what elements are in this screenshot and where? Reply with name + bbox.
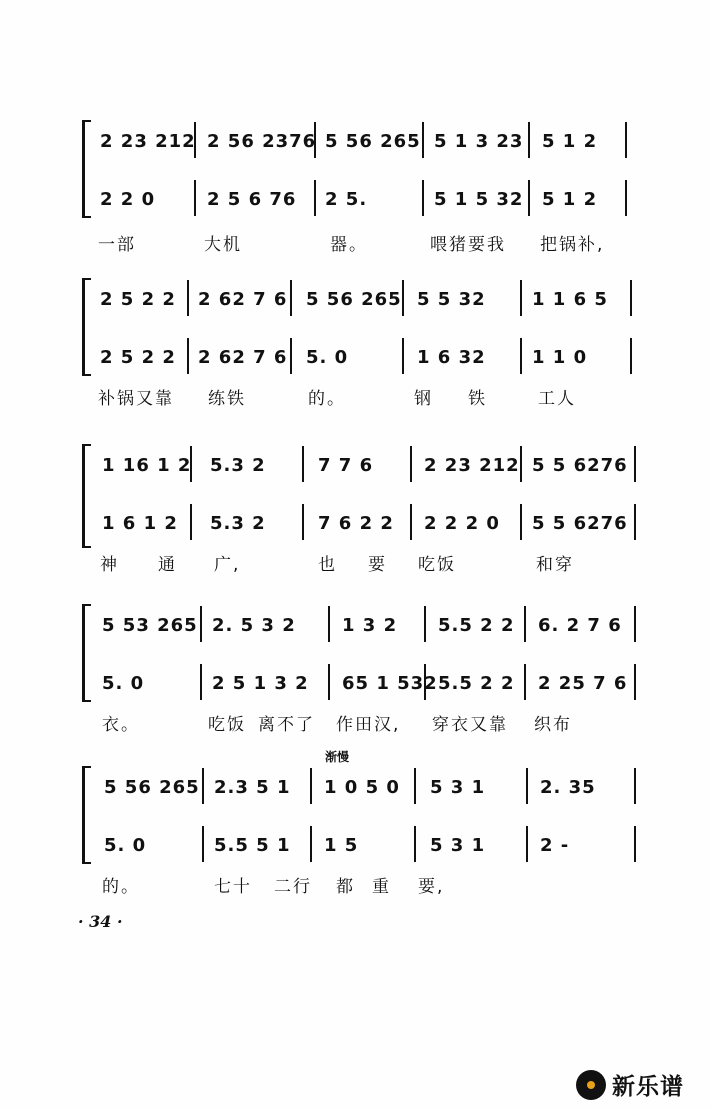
tempo-mark: 渐慢 (325, 750, 350, 764)
lyric-word: 通 (158, 555, 177, 575)
measure: 2 23 212 (100, 130, 196, 152)
measure: 2 5 2 2 (100, 288, 176, 310)
lower-staff (92, 336, 637, 378)
upper-staff (92, 120, 637, 162)
measure: 5.3 2 (210, 512, 266, 534)
lyric-word: 和穿 (536, 555, 574, 575)
measure: 1 16 1 2 (102, 454, 192, 476)
lyric-word: 补锅又靠 (98, 389, 174, 409)
measure: 5 1 3 23 (434, 130, 524, 152)
measure: 2 62 7 6 (198, 288, 288, 310)
upper-staff (92, 604, 637, 646)
lyric-word: 铁 (468, 389, 487, 409)
measure: 5 56 265 (325, 130, 421, 152)
lyric-word: 七十 (214, 877, 252, 897)
measure: 6. 2 7 6 (538, 614, 622, 636)
measure: 1 1 0 (532, 346, 588, 368)
measure: 5 53 265 (102, 614, 198, 636)
measure: 1 0 5 0 (324, 776, 400, 798)
measure: 5.3 2 (210, 454, 266, 476)
measure: 5 1 5 32 (434, 188, 524, 210)
lyric-word: 吃饭 (418, 555, 456, 575)
brand-name: 新乐谱 (612, 1074, 684, 1100)
lyric-word: 二行 (274, 877, 312, 897)
measure: 2 25 7 6 (538, 672, 628, 694)
measure: 5 1 2 (542, 130, 598, 152)
measure: 2. 35 (540, 776, 596, 798)
measure: 5. 0 (104, 834, 147, 856)
lower-staff (92, 178, 637, 220)
measure: 1 5 (324, 834, 359, 856)
measure: 2 5 6 76 (207, 188, 297, 210)
measure: 2 2 0 (100, 188, 156, 210)
lyric-word: 大机 (204, 235, 242, 255)
measure: 7 7 6 (318, 454, 374, 476)
lower-staff (92, 662, 637, 704)
page-number: · 34 · (78, 912, 123, 931)
lyric-word: 神 (100, 555, 119, 575)
measure: 2 2 2 0 (424, 512, 500, 534)
lyric-word: 器。 (330, 235, 368, 255)
lyric-word: 衣。 (102, 715, 140, 735)
measure: 2. 5 3 2 (212, 614, 296, 636)
measure: 2 23 212 (424, 454, 520, 476)
measure: 1 6 1 2 (102, 512, 178, 534)
lyric-word: 的。 (102, 877, 140, 897)
measure: 5 1 2 (542, 188, 598, 210)
measure: 5 5 32 (417, 288, 486, 310)
lyric-word: 织布 (534, 715, 572, 735)
lower-staff (92, 502, 637, 544)
measure: 5 3 1 (430, 834, 486, 856)
lyric-word: 作田汉, (336, 715, 401, 735)
lyric-word: 练铁 (208, 389, 246, 409)
measure: 5.5 5 1 (214, 834, 291, 856)
measure: 1 3 2 (342, 614, 398, 636)
lyric-word: 一部 (98, 235, 136, 255)
measure: 2 5 2 2 (100, 346, 176, 368)
lyric-word: 重 (372, 877, 391, 897)
lyric-word: 都 (336, 877, 355, 897)
lyric-word: 把锅补, (540, 235, 605, 255)
measure: 2 5 1 3 2 (212, 672, 309, 694)
measure: 1 1 6 5 (532, 288, 608, 310)
upper-staff (92, 278, 637, 320)
lyric-word: 广, (214, 555, 241, 575)
measure: 2 62 7 6 (198, 346, 288, 368)
measure: 2.3 5 1 (214, 776, 291, 798)
measure: 5. 0 (306, 346, 349, 368)
measure: 5 5 6276 (532, 454, 628, 476)
lyric-word: 钢 (414, 389, 433, 409)
measure: 5.5 2 2 (438, 672, 515, 694)
lyric-word: 离不了 (258, 715, 315, 735)
measure: 1 6 32 (417, 346, 486, 368)
lyric-word: 工人 (538, 389, 576, 409)
measure: 2 56 2376 (207, 130, 317, 152)
measure: 2 5. (325, 188, 368, 210)
lyric-word: 穿衣又靠 (432, 715, 508, 735)
lyric-word: 要, (418, 877, 445, 897)
measure: 7 6 2 2 (318, 512, 394, 534)
lyric-word: 也 (318, 555, 337, 575)
upper-staff (92, 444, 637, 486)
measure: 5 56 265 (306, 288, 402, 310)
lyric-word: 的。 (308, 389, 346, 409)
upper-staff (92, 766, 637, 808)
measure: 5.5 2 2 (438, 614, 515, 636)
measure: 2 - (540, 834, 570, 856)
measure: 5 56 265 (104, 776, 200, 798)
measure: 65 1 532 (342, 672, 438, 694)
measure: 5. 0 (102, 672, 145, 694)
lyric-word: 吃饭 (208, 715, 246, 735)
brand-logo (576, 1068, 684, 1101)
measure: 5 5 6276 (532, 512, 628, 534)
lower-staff (92, 824, 637, 866)
measure: 5 3 1 (430, 776, 486, 798)
lyric-word: 要 (368, 555, 387, 575)
lyric-word: 喂猪要我 (430, 235, 506, 255)
vinyl-disc-icon (576, 1070, 606, 1100)
